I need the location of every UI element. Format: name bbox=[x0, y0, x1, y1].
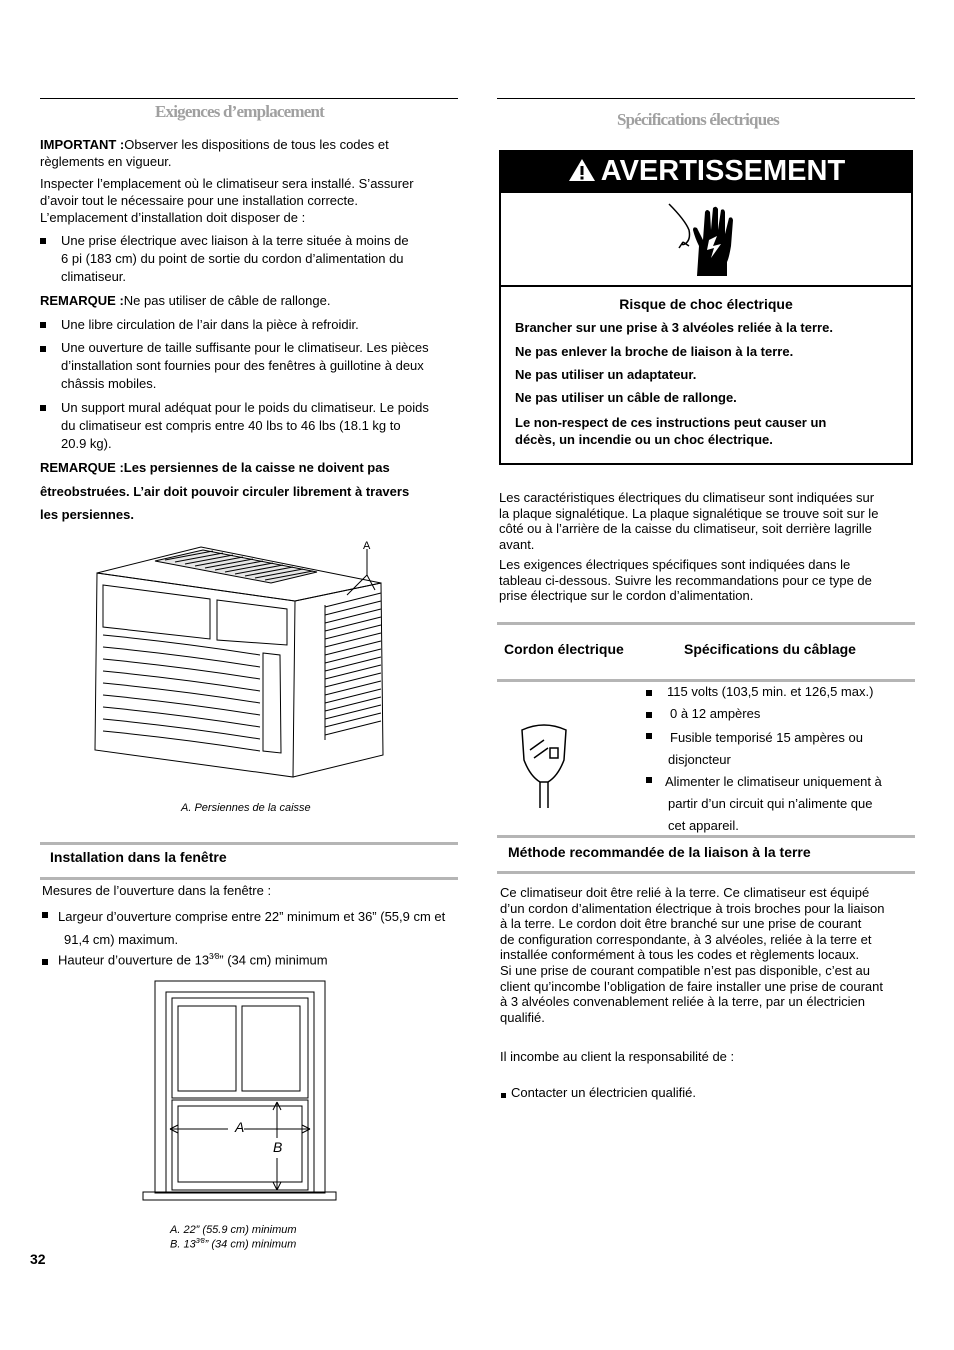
warning-header bbox=[499, 150, 913, 192]
paragraph-line: Les exigences électriques spécifiques sont indiquées dans le bbox=[499, 557, 851, 572]
spec-text: Alimenter le climatiseur uniquement à bbox=[665, 774, 882, 789]
spec-text: partir d’un circuit qui n’alimente que bbox=[668, 796, 873, 811]
responsibility-text: Il incombe au client la responsabilité de : bbox=[500, 1049, 735, 1064]
warning-title: AVERTISSEMENT bbox=[600, 155, 846, 187]
list-item-text: Une prise électrique avec liaison à la terre située à moins de bbox=[61, 233, 409, 248]
spec-text: Fusible temporisé 15 ampères ou bbox=[670, 730, 863, 745]
paragraph-line: Les caractéristiques électriques du climatiseur sont indiquées sur bbox=[499, 490, 875, 505]
paragraph-line: avant. bbox=[499, 536, 535, 552]
paragraph-line: d’un cordon d’alimentation électrique à trois broches pour la liaison bbox=[500, 900, 885, 916]
fig2-caption-b bbox=[170, 1238, 296, 1251]
warning-text: décès, un incendie ou un choc électrique. bbox=[515, 432, 773, 447]
table-header-cordon: Cordon électrique bbox=[504, 641, 624, 657]
grounding-paragraph bbox=[500, 885, 884, 1025]
contact-item: Contacter un électricien qualifié. bbox=[511, 1085, 696, 1100]
spec-item: 115 volts (103,5 min. et 126,5 max.) bbox=[667, 684, 874, 699]
bullet-icon bbox=[40, 238, 46, 244]
warning-line: Ne pas utiliser un adaptateur. bbox=[515, 367, 697, 382]
list-item-text: Largeur d’ouverture comprise entre 22” minimum et 36” (55,9 cm et bbox=[58, 909, 446, 924]
mesures-text: Mesures de l’ouverture dans la fenêtre : bbox=[42, 883, 272, 898]
warning-text: Le non-respect de ces instructions peut causer un bbox=[515, 415, 827, 430]
list-item-text: d’installation sont fournies pour des fenêtres à guillotine à deux bbox=[61, 358, 424, 373]
table-header-cablage: Spécifications du câblage bbox=[684, 641, 856, 657]
list-item: Une libre circulation de l’air dans la pièce à refroidir. bbox=[61, 317, 359, 332]
remarque-label: REMARQUE : bbox=[40, 293, 124, 308]
install-top-rule bbox=[40, 842, 458, 845]
caption-text: ” (34 cm) minimum bbox=[204, 1238, 297, 1251]
paragraph-line: tableau ci-dessous. Suivre les recommandations pour ce type de bbox=[499, 572, 872, 588]
list-item-text: 20.9 kg). bbox=[61, 436, 112, 451]
electrical-paragraph-2 bbox=[499, 557, 872, 604]
paragraph-line: côté ou à l’arrière de la caisse du climatiseur, soit derrière lagrille bbox=[499, 521, 872, 537]
three-prong-plug-icon bbox=[514, 720, 574, 810]
inspect-line: L’emplacement d’installation doit disposer de : bbox=[40, 210, 306, 225]
table-top-rule bbox=[497, 622, 915, 625]
bullet-icon bbox=[40, 405, 46, 411]
section-title-electriques: Spécifications électriques bbox=[617, 110, 779, 129]
paragraph-line: à la terre. Le cordon doit être branché sur une prise de courant bbox=[500, 916, 862, 932]
spec-item bbox=[665, 771, 882, 837]
paragraph-line: client qu’incombe l’obligation de faire installer une prise de courant bbox=[500, 978, 884, 994]
bullet-icon bbox=[40, 346, 46, 352]
list-item-text: du climatiseur est compris entre 40 lbs to 46 lbs (18.1 kg to bbox=[61, 418, 401, 433]
inspect-line: d’avoir tout le nécessaire pour une installation correcte. bbox=[40, 193, 358, 208]
paragraph-line: à 3 alvéoles convenablement reliée à la terre, par un électricien bbox=[500, 994, 865, 1010]
list-item bbox=[61, 399, 429, 453]
remarque-line: êtreobstruées. L’air doit pouvoir circuler librement à travers bbox=[40, 483, 410, 499]
paragraph-line: prise électrique sur le cordon d’alimentation. bbox=[499, 588, 754, 604]
list-item-text: 6 pi (183 cm) du point de sortie du cordon d’alimentation du bbox=[61, 251, 404, 266]
page-number: 32 bbox=[30, 1251, 46, 1267]
list-item-text: châssis mobiles. bbox=[61, 376, 157, 391]
method-bottom-rule bbox=[497, 871, 915, 874]
spec-item bbox=[668, 727, 863, 771]
list-item-text: climatiseur. bbox=[61, 269, 127, 284]
remarque-1 bbox=[40, 292, 330, 309]
inspect-paragraph bbox=[40, 175, 414, 226]
bullet-icon bbox=[646, 690, 652, 696]
bullet-icon bbox=[42, 959, 48, 965]
paragraph-line: installée conformément à tous les codes et règlements locaux. bbox=[500, 947, 860, 963]
paragraph-line: de configuration correspondante, à 3 alvéoles, reliée à la terre et bbox=[500, 931, 872, 947]
warning-line: Ne pas enlever la broche de liaison à la terre. bbox=[515, 344, 794, 359]
important-note bbox=[40, 136, 389, 170]
spec-text: cet appareil. bbox=[668, 818, 739, 833]
list-item bbox=[61, 232, 409, 286]
remarque-text: Ne pas utiliser de câble de rallonge. bbox=[123, 293, 331, 308]
list-item-text: 91,4 cm) maximum. bbox=[64, 932, 179, 947]
warning-divider bbox=[501, 285, 911, 287]
method-title: Méthode recommandée de la liaison à la terre bbox=[508, 844, 811, 860]
warning-line: Ne pas utiliser un câble de rallonge. bbox=[515, 390, 737, 405]
important-label: IMPORTANT : bbox=[40, 137, 125, 152]
list-item-text: Un support mural adéquat pour le poids du climatiseur. Le poids bbox=[61, 400, 429, 415]
window-illustration bbox=[140, 978, 340, 1208]
bullet-icon bbox=[646, 712, 652, 718]
warning-line bbox=[515, 414, 826, 448]
warning-divider bbox=[501, 192, 911, 193]
paragraph-line: la plaque signalétique. La plaque signalétique se trouve soit sur le bbox=[499, 505, 879, 521]
fig1-label-a: A bbox=[363, 540, 371, 552]
bullet-icon bbox=[40, 322, 46, 328]
table-header-rule bbox=[497, 679, 915, 682]
inspect-line: Inspecter l’emplacement où le climatiseur sera installé. S’assurer bbox=[40, 176, 414, 191]
top-rule-left bbox=[40, 98, 458, 99]
warning-triangle-icon bbox=[567, 157, 597, 183]
bullet-icon bbox=[501, 1093, 506, 1098]
air-conditioner-illustration bbox=[85, 535, 415, 795]
paragraph-line: Si une prise de courant compatible n’est pas disponible, c’est au bbox=[500, 962, 870, 978]
caption-text: B. 13 bbox=[170, 1238, 196, 1251]
bullet-icon bbox=[646, 733, 652, 739]
warning-line: Brancher sur une prise à 3 alvéoles reliée à la terre. bbox=[515, 320, 833, 335]
list-item bbox=[61, 339, 429, 393]
important-text-2: règlements en vigueur. bbox=[40, 154, 172, 169]
list-item-text: Une ouverture de taille suffisante pour le climatiseur. Les pièces bbox=[61, 340, 429, 355]
list-item-text: ” (34 cm) minimum bbox=[219, 952, 328, 968]
fig2-label-b: B bbox=[273, 1139, 283, 1155]
important-text: Observer les dispositions de tous les codes et bbox=[124, 137, 389, 152]
fraction: 3⁄8 bbox=[209, 952, 220, 961]
remarque-line: REMARQUE :Les persiennes de la caisse ne doivent pas bbox=[40, 460, 390, 475]
install-bottom-rule bbox=[40, 877, 458, 880]
remarque-2 bbox=[40, 456, 409, 527]
electrical-paragraph-1 bbox=[499, 490, 878, 552]
spec-text: disjoncteur bbox=[668, 752, 731, 767]
list-item bbox=[58, 952, 328, 967]
paragraph-line: qualifié. bbox=[500, 1009, 545, 1025]
fig1-caption: A. Persiennes de la caisse bbox=[181, 802, 311, 814]
electric-shock-hand-icon bbox=[665, 200, 745, 280]
spec-item: 0 à 12 ampères bbox=[670, 706, 761, 721]
list-item bbox=[58, 905, 445, 951]
fig2-caption-a: A. 22” (55.9 cm) minimum bbox=[170, 1224, 297, 1236]
method-top-rule bbox=[497, 835, 915, 838]
risk-title: Risque de choc électrique bbox=[619, 296, 793, 312]
section-title-emplacement: Exigences d’emplacement bbox=[155, 102, 325, 121]
remarque-line: les persiennes. bbox=[40, 507, 134, 522]
install-title: Installation dans la fenêtre bbox=[50, 849, 227, 865]
bullet-icon bbox=[646, 777, 652, 783]
top-rule-right bbox=[497, 98, 915, 99]
paragraph-line: Ce climatiseur doit être relié à la terre. Ce climatiseur est équipé bbox=[500, 885, 870, 900]
fraction: 3⁄8 bbox=[195, 1238, 205, 1245]
bullet-icon bbox=[42, 912, 48, 918]
list-item-text: Hauteur d’ouverture de 13 bbox=[58, 952, 210, 968]
fig2-label-a: A bbox=[235, 1119, 245, 1135]
